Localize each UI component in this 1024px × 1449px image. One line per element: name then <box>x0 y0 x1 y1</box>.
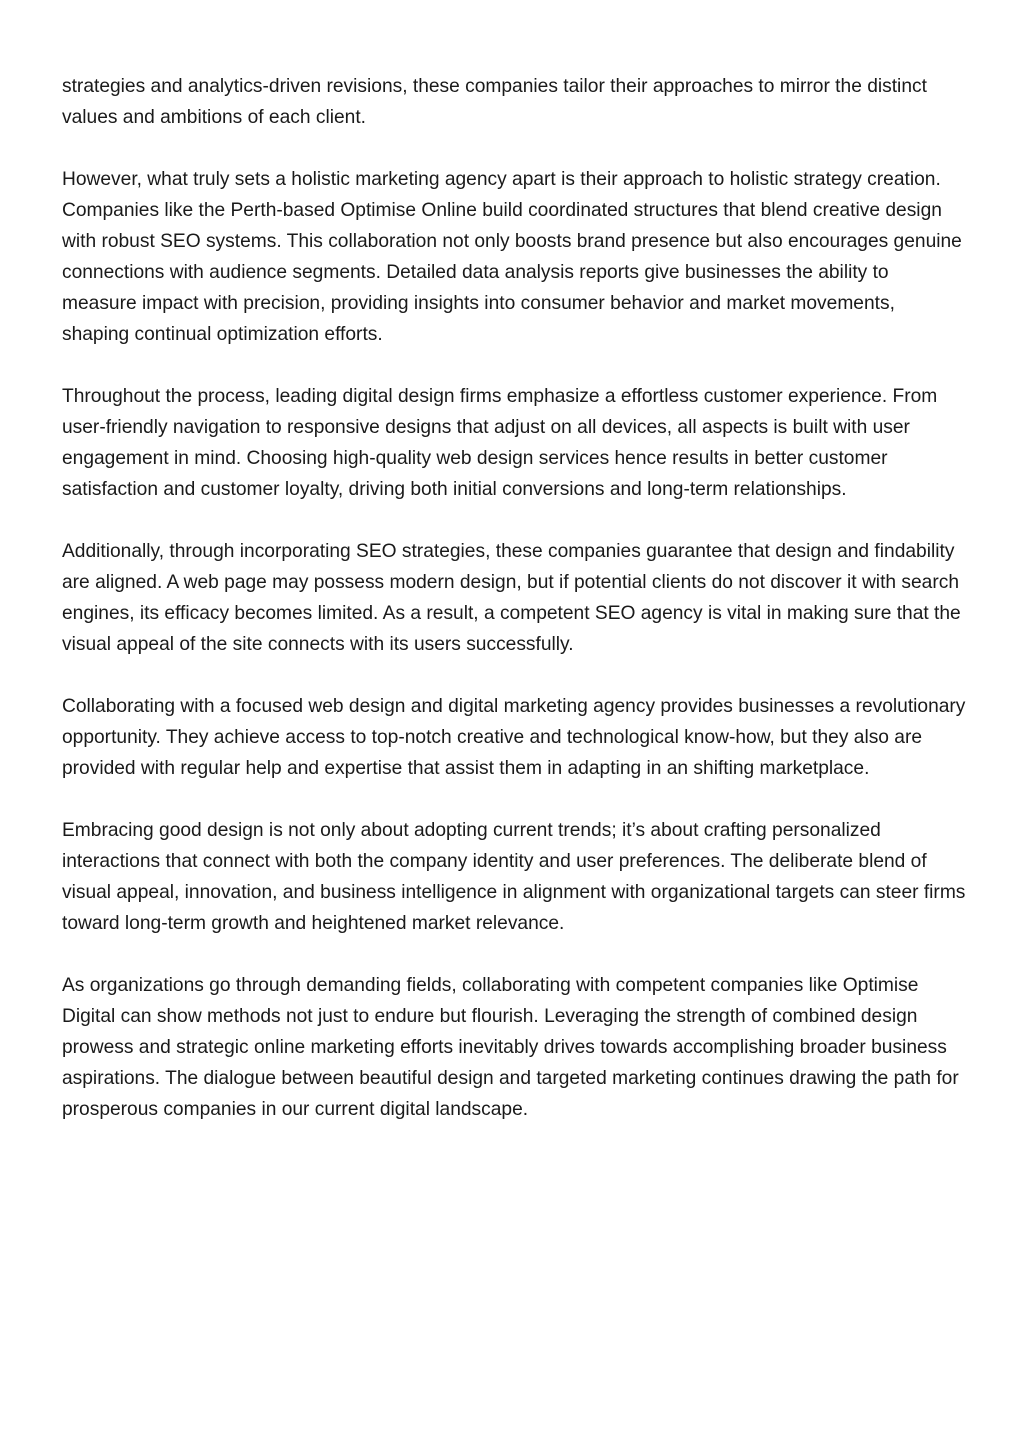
paragraph-seo-strategies: Additionally, through incorporating SEO strategies, these companies guarantee that design and findability are aligned. A web page may possess modern design, but if potential clients do not discover it with search engines, its efficacy becomes limited. As a result, a competent SEO agency is vital in making sure that the visual appeal of the site connects with its users successfully. <box>62 541 961 655</box>
document-body <box>62 71 967 1156</box>
paragraph-customer-experience: Throughout the process, leading digital design firms emphasize a effortless customer experience. From user-friendly navigation to responsive designs that adjust on all devices, all aspects is built with user engagement in mind. Choosing high-quality web design services hence results in better customer satisfaction and customer loyalty, driving both initial conversions and long-term relationships. <box>62 386 938 500</box>
paragraph-analytics-revisions: strategies and analytics-driven revisions, these companies tailor their approaches to mirror the distinct values and ambitions of each client. <box>62 76 927 128</box>
paragraph-holistic-strategy: However, what truly sets a holistic marketing agency apart is their approach to holistic strategy creation. Companies like the Perth-based Optimise Online build coordinated structures that blend creative design with robust SEO systems. This collaboration not only boosts brand presence but also encourages genuine connections with audience segments. Detailed data analysis reports give businesses the ability to measure impact with precision, providing insights into consumer behavior and market movements, shaping continual optimization efforts. <box>62 169 962 345</box>
paragraph-conclusion: As organizations go through demanding fields, collaborating with competent companies like Optimise Digital can show methods not just to endure but flourish. Leveraging the strength of combined design prowess and strategic online marketing efforts inevitably drives towards accomplishing broader business aspirations. The dialogue between beautiful design and targeted marketing continues drawing the path for prosperous companies in our current digital landscape. <box>62 975 959 1120</box>
paragraph-good-design: Embracing good design is not only about adopting current trends; it’s about crafting personalized interactions that connect with both the company identity and user preferences. The deliberate blend of visual appeal, innovation, and business intelligence in alignment with organizational targets can steer firms toward long-term growth and heightened market relevance. <box>62 820 966 934</box>
paragraph-agency-collaboration: Collaborating with a focused web design and digital marketing agency provides businesses a revolutionary opportunity. They achieve access to top-notch creative and technological know-how, but they also are provided with regular help and expertise that assist them in adapting in an shifting marketplace. <box>62 696 966 779</box>
